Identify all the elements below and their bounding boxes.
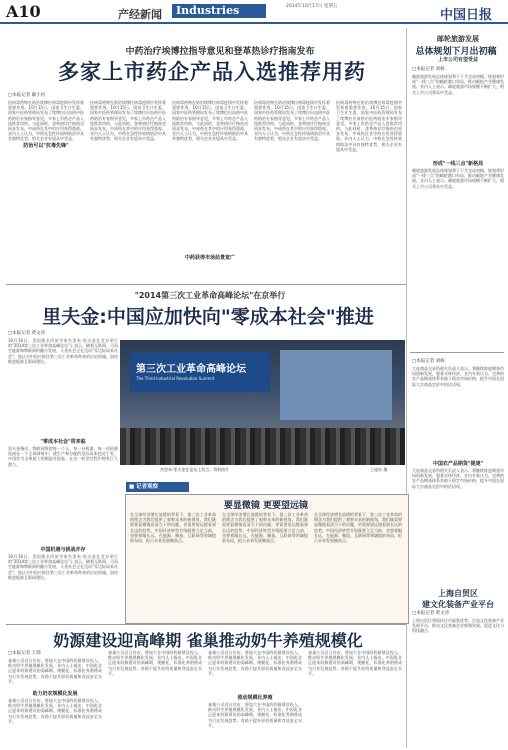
page-number: A10 <box>6 2 41 21</box>
observer-body-col1: 在全球经济增长放缓的背景下，第三次工业革命的理念为我们提供了观察未来的新视角。我们既需要显微镜看清当下的问题，更需要望远镜看到长远的趋势。中国经济转型升级既要立足当前，也要着眼长远，在能源、制造、互联网等领域提前布局，抢占未来发展制高点。 <box>130 512 216 544</box>
right-mid-body2: 大连商品交易所相关负责人表示，将继续推进期货市场创新发展，服务实体经济。业内专家认为，完善的农产品期货体系有助于稳定市场价格，提升中国在国际大宗商品定价中的话语权。 <box>412 468 504 489</box>
story2-body-col1b: 里夫金指出，物联网将把每一个人、每一台机器、每一项资源连接在一个全球网络中，使生产和分配的边际成本趋近于零。中国作为全球最大的制造业国家，在这一转型过程中拥有巨大潜力。 <box>8 446 118 467</box>
right-top-subtitle: 上市公司有望受益 <box>437 57 478 63</box>
story2-body-col1c: 10月16日，美国著名经济学家杰里米·里夫金在北京举行的"2014第三次工业革命高峰论坛"上表示，随着互联网、可再生能源和物联网的融合发展，人类社会正在迈向"零边际成本社会"。他认为中国应抓住第三次工业革命带来的历史机遇，加快推进能源互联网建设。 <box>8 554 118 580</box>
story2-kicker: "2014第三次工业革命高峰论坛"在京举行 <box>134 291 286 300</box>
photo-caption: 杰里米·里夫金在论坛上发言。资料图片 <box>160 467 230 472</box>
story2-byline: □本报记者 黄文涛 <box>8 331 46 336</box>
story3-headline: 奶源建设迎高峰期 雀巢推动奶牛养殖规模化 <box>53 631 363 650</box>
story1-subhead2: 中药获得市场前景宽广 <box>172 254 248 261</box>
story2-subhead2: 中国机遇与挑战并存 <box>40 547 86 553</box>
photo-screen <box>280 350 392 420</box>
story3-subhead1: 助力奶农规模化发展 <box>32 691 78 697</box>
photo-stage-title-en: The Third Industrial Revolution Summit <box>136 376 215 381</box>
photo-audience <box>120 428 405 465</box>
story1-kicker: 中药治疗埃博拉指导意见和登革热诊疗指南发布 <box>125 47 315 57</box>
story3-body-col1: 雀巢公司近日宣布，将加大在中国的奶源建设投入，推动奶牛养殖规模化发展。业内人士指出，中国乳业正迎来奶源建设的高峰期，规模化、标准化养殖将成为行业发展趋势，有助于提升原奶质量和食品安全水平。 <box>8 658 102 684</box>
story3-subhead2: 推动规模化养殖 <box>208 694 302 701</box>
right-top-subhead: 形成"一线三点"新格局 <box>432 161 484 167</box>
story1-body-col3: 抗病毒药物在防治埃博拉病毒疫情中发挥着重要作用。10月15日，国家卫生计生委、国家中医药管理局发布了埃博拉出血热中医药防治专家指导意见，多家上市药企产品入选推荐用药。与此同时，登革热诊疗指南也同步发布，中成药在其中的应用获得重视。业内人士认为，中药在急性传染病防治中具有独特优势，相关企业有望从中受益。 <box>172 100 248 142</box>
right-divider <box>410 352 504 353</box>
story1-body-col5: 抗病毒药物在防治埃博拉病毒疫情中发挥着重要作用。10月15日，国家卫生计生委、国家中医药管理局发布了埃博拉出血热中医药防治专家指导意见，多家上市药企产品入选推荐用药。与此同时，登革热诊疗指南也同步发布，中成药在其中的应用获得重视。业内人士认为，中药在急性传染病防治中具有独特优势，相关企业有望从中受益。 <box>336 100 402 152</box>
story3-body-col4: 雀巢公司近日宣布，将加大在中国的奶源建设投入，推动奶牛养殖规模化发展。业内人士指出，中国乳业正迎来奶源建设的高峰期，规模化、标准化养殖将成为行业发展趋势，有助于提升原奶质量和食品安全水平。 <box>308 650 402 676</box>
story3-body-col3: 雀巢公司近日宣布，将加大在中国的奶源建设投入，推动奶牛养殖规模化发展。业内人士指出，中国乳业正迎来奶源建设的高峰期，规模化、标准化养殖将成为行业发展趋势，有助于提升原奶质量和食品安全水平。 <box>208 650 302 676</box>
section-divider-2 <box>6 624 406 625</box>
right-bottom-byline: □本报记者 黄文涛 <box>412 611 450 616</box>
observer-title: 要显微镜 更要望远镜 <box>223 501 309 511</box>
story1-body-col1: 抗病毒药物在防治埃博拉病毒疫情中发挥着重要作用。10月15日，国家卫生计生委、国家中医药管理局发布了埃博拉出血热中医药防治专家指导意见，多家上市药企产品入选推荐用药。与此同时，登革热诊疗指南也同步发布，中成药在其中的应用获得重视。业内人士认为，中药在急性传染病防治中具有独特优势，相关企业有望从中受益。 <box>8 100 84 142</box>
story2-body-col1: 10月16日，美国著名经济学家杰里米·里夫金在北京举行的"2014第三次工业革命高峰论坛"上表示，随着互联网、可再生能源和物联网的融合发展，人类社会正在迈向"零边际成本社会"。他认为中国应抓住第三次工业革命带来的历史机遇，加快推进能源互联网建设。 <box>8 338 118 364</box>
section-title: 产经新闻 <box>118 8 162 21</box>
photo-stage-title: 第三次工业革命高峰论坛 <box>136 364 246 375</box>
story3-byline: □本报记者 王锦 <box>8 651 41 656</box>
photo-credit: 王旭东 摄 <box>370 467 388 472</box>
story2-headline: 里夫金:中国应加快向"零成本社会"推进 <box>42 306 374 328</box>
right-mid-subhead: 中国农产品期货"提速" <box>432 461 484 467</box>
section-title-en: Industries <box>172 4 266 18</box>
section-divider <box>6 284 406 285</box>
right-mid-body: 大连商品交易所相关负责人表示，将继续推进期货市场创新发展，服务实体经济。业内专家认为，完善的农产品期货体系有助于稳定市场价格，提升中国在国际大宗商品定价中的话语权。 <box>412 366 504 387</box>
right-top-body2: 邮轮旅游发展总体规划将于下月完成初稿，规划将形成"一线三点"的邮轮港口布局，推动邮轮产业健康发展。业内人士表示，邮轮旅游市场规模不断扩大，相关上市公司将从中受益。 <box>412 168 504 189</box>
observer-tag: ■ 记者观察 <box>126 482 189 492</box>
story1-body-col4: 抗病毒药物在防治埃博拉病毒疫情中发挥着重要作用。10月15日，国家卫生计生委、国家中医药管理局发布了埃博拉出血热中医药防治专家指导意见，多家上市药企产品入选推荐用药。与此同时，登革热诊疗指南也同步发布，中成药在其中的应用获得重视。业内人士认为，中药在急性传染病防治中具有独特优势，相关企业有望从中受益。 <box>254 100 330 142</box>
dateline: 2014年10月17日 星期五 <box>286 4 338 9</box>
story1-byline: □本报记者 戴小河 <box>8 93 46 98</box>
observer-body-col3: 在全球经济增长放缓的背景下，第三次工业革命的理念为我们提供了观察未来的新视角。我们既需要显微镜看清当下的问题，更需要望远镜看到长远的趋势。中国经济转型升级既要立足当前，也要着眼长远，在能源、制造、互联网等领域提前布局，抢占未来发展制高点。 <box>314 512 402 544</box>
right-top-title: 总体规划下月出初稿 <box>415 47 497 57</box>
masthead-logo: 中国日报 <box>440 8 493 23</box>
right-top-byline: □本报记者 刘杨 <box>412 67 445 72</box>
story1-subhead: 防治可以"抗毒先锋" <box>8 142 84 149</box>
right-top-body: 邮轮旅游发展总体规划将于下月完成初稿，规划将形成"一线三点"的邮轮港口布局，推动邮轮产业健康发展。业内人士表示，邮轮旅游市场规模不断扩大，相关上市公司将从中受益。 <box>412 74 504 95</box>
story2-subhead1: "零成本社会"将来临 <box>40 439 86 445</box>
observer-body-col2: 在全球经济增长放缓的背景下，第三次工业革命的理念为我们提供了观察未来的新视角。我们既需要显微镜看清当下的问题，更需要望远镜看到长远的趋势。中国经济转型升级既要立足当前，也要着眼长远，在能源、制造、互联网等领域提前布局，抢占未来发展制高点。 <box>222 512 308 544</box>
story1-body-col2: 抗病毒药物在防治埃博拉病毒疫情中发挥着重要作用。10月15日，国家卫生计生委、国家中医药管理局发布了埃博拉出血热中医药防治专家指导意见，多家上市药企产品入选推荐用药。与此同时，登革热诊疗指南也同步发布，中成药在其中的应用获得重视。业内人士认为，中药在急性传染病防治中具有独特优势，相关企业有望从中受益。 <box>90 100 166 142</box>
right-top-kicker: 邮轮旅游发展 <box>437 35 479 43</box>
story3-body-col1b: 雀巢公司近日宣布，将加大在中国的奶源建设投入，推动奶牛养殖规模化发展。业内人士指出，中国乳业正迎来奶源建设的高峰期，规模化、标准化养殖将成为行业发展趋势，有助于提升原奶质量和食品安全水平。 <box>8 698 102 724</box>
right-bottom-body: 上海自贸区将依托区内政策优势，打造文化装备产业发展平台，推动文化装备企业集聚发展，促进文化与科技融合。 <box>412 618 504 634</box>
right-mid-byline: □本报记者 刘杨 <box>412 359 445 364</box>
story3-body-col2: 雀巢公司近日宣布，将加大在中国的奶源建设投入，推动奶牛养殖规模化发展。业内人士指出，中国乳业正迎来奶源建设的高峰期，规模化、标准化养殖将成为行业发展趋势，有助于提升原奶质量和食品安全水平。 <box>108 650 202 676</box>
summit-photo <box>120 340 405 465</box>
right-bottom-title: 上海自贸区 建文化装备产业平台 <box>422 589 494 609</box>
story1-headline: 多家上市药企产品入选推荐用药 <box>58 60 366 84</box>
story3-body-col3b: 雀巢公司近日宣布，将加大在中国的奶源建设投入，推动奶牛养殖规模化发展。业内人士指出，中国乳业正迎来奶源建设的高峰期，规模化、标准化养殖将成为行业发展趋势，有助于提升原奶质量和食品安全水平。 <box>208 702 302 728</box>
